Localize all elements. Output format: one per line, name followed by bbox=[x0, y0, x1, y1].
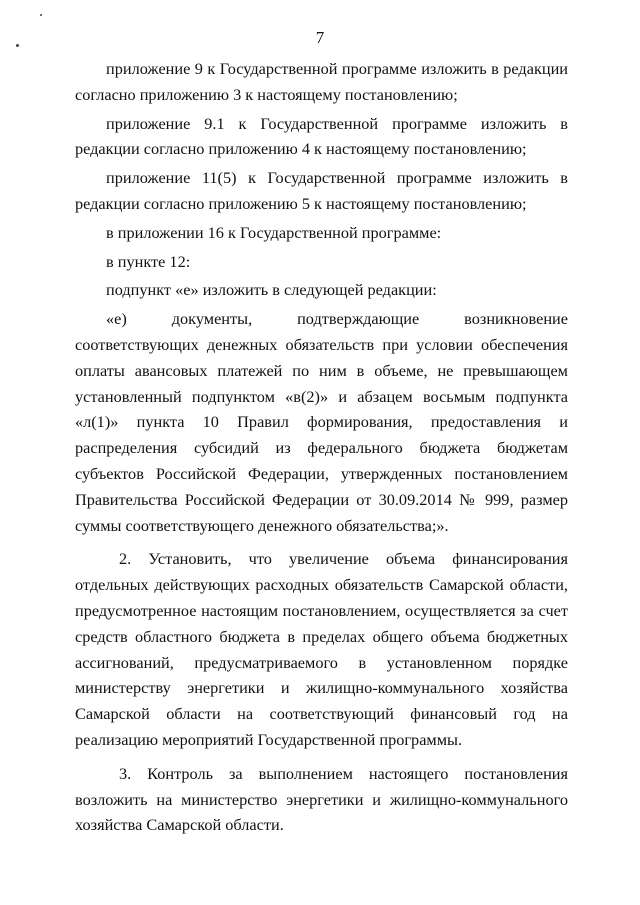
paragraph-subpoint-e: подпункт «е» изложить в следующей редакции: bbox=[106, 280, 437, 300]
page-number: 7 bbox=[315, 28, 325, 47]
paragraph-appendix-11-5: приложение 11(5) к Государственной программе изложить в редакции согласно приложению 5 к настоящему постановлению; bbox=[75, 168, 568, 213]
document-body bbox=[75, 56, 568, 838]
paragraph-point-12: в пункте 12: bbox=[106, 251, 191, 271]
paragraph-clause-3: 3. Контроль за выполнением настоящего постановления возложить на министерство энергетики и жилищно-коммунального хозяйства Самарской области. bbox=[75, 763, 568, 835]
paragraph-clause-2: 2. Установить, что увеличение объема финансирования отдельных действующих расходных обязательств Самарской области, предусмотренное настоящим постановлением, осуществляется за счет средств областного бюджета в пределах общего объема бюджетных ассигнований, предусматриваемого в установленном порядке министерству энергетики и жилищно-коммунального хозяйства Самарской области на соответствующий финансовый год на реализацию мероприятий Государственной программы. bbox=[75, 549, 568, 749]
paragraph-subpoint-e-text: «е) документы, подтверждающие возникновение соответствующих денежных обязательств при условии обеспечения оплаты авансовых платежей по ним в объеме, не превышающем установленный подпунктом «в(2)» и абзацем восьмым подпункта «л(1)» пункта 10 Правил формирования, предоставления и распределения субсидий из федерального бюджета бюджетам субъектов Российской Федерации, утвержденных постановлением Правительства Российской Федерации от 30.09.2014 № 999, размер суммы соответствующего денежного обязательства;». bbox=[75, 309, 568, 535]
paragraph-appendix-9-1: приложение 9.1 к Государственной программе изложить в редакции согласно приложению 4 к настоящему постановлению; bbox=[75, 113, 568, 159]
scan-speck bbox=[40, 14, 42, 16]
paragraph-appendix-9: приложение 9 к Государственной программе изложить в редакции согласно приложению 3 к настоящему постановлению; bbox=[75, 59, 568, 104]
paragraph-appendix-16: в приложении 16 к Государственной программе: bbox=[106, 222, 442, 242]
